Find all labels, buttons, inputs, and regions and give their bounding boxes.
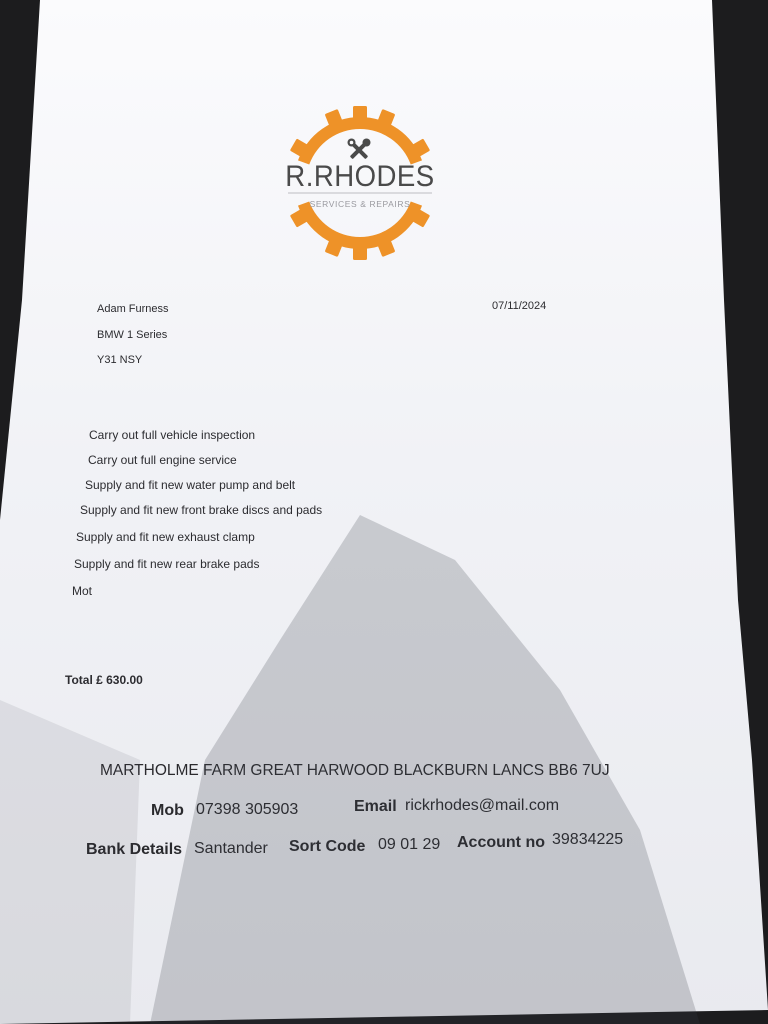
bank-details-label: Bank Details <box>86 841 183 858</box>
bank-name: Santander <box>194 840 268 857</box>
vehicle-registration: Y31 NSY <box>97 354 143 366</box>
business-name: R.RHODES <box>285 160 435 193</box>
invoice-date: 07/11/2024 <box>492 300 547 312</box>
vehicle-model: BMW 1 Series <box>97 329 168 341</box>
email-label: Email <box>354 798 397 815</box>
work-item: Supply and fit new exhaust clamp <box>76 530 255 544</box>
invoice-total: Total £ 630.00 <box>65 673 143 687</box>
account-number-value: 39834225 <box>552 831 624 848</box>
mobile-number: 07398 305903 <box>196 801 299 818</box>
work-item: Carry out full vehicle inspection <box>89 428 256 442</box>
customer-name: Adam Furness <box>97 303 169 315</box>
gear-arc <box>298 117 422 165</box>
account-number-label: Account no <box>457 834 545 851</box>
work-item: Mot <box>72 584 93 598</box>
email-address: rickrhodes@mail.com <box>405 797 560 814</box>
work-item: Supply and fit new water pump and belt <box>85 478 296 492</box>
gear-tooth <box>353 246 367 260</box>
work-item: Supply and fit new front brake discs and pads <box>80 503 323 517</box>
sort-code-value: 09 01 29 <box>378 836 441 853</box>
mobile-label: Mob <box>151 802 184 819</box>
business-tagline: SERVICES & REPAIRS <box>309 199 411 209</box>
work-item: Carry out full engine service <box>88 453 237 467</box>
work-item: Supply and fit new rear brake pads <box>74 557 260 571</box>
business-address: MARTHOLME FARM GREAT HARWOOD BLACKBURN LANCS BB6 7UJ <box>100 762 610 779</box>
crossed-wrench-screwdriver-icon <box>348 139 371 160</box>
sort-code-label: Sort Code <box>289 838 366 855</box>
gear-tooth <box>353 106 367 120</box>
